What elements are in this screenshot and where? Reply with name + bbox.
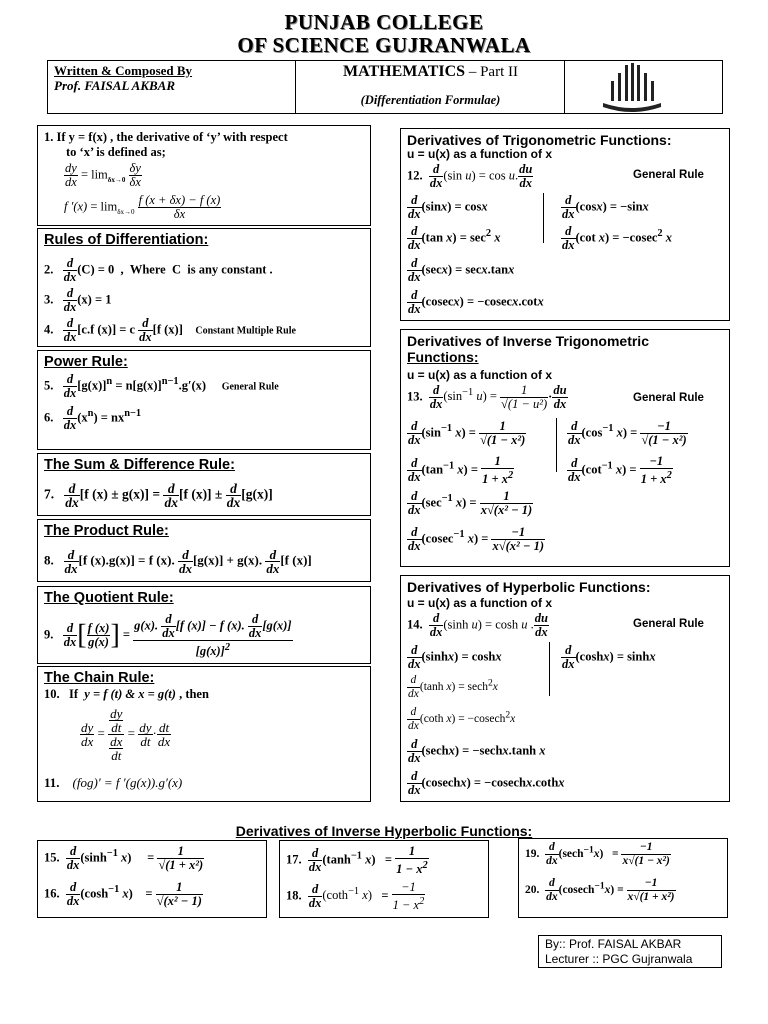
header-table <box>47 60 723 114</box>
trig-box <box>400 128 730 321</box>
rule-9: 9. $\frac{d}{dx}$ [ $\frac{f (x)}{g(x)}$ ] = g(x). $\frac{d}{dx}$ [f (x)] − f (x). $\frac{d}{dx}$ [g(x)] $[g(x)]^2$ <box>44 612 292 659</box>
power-box <box>37 350 371 450</box>
hyp-sub: u = u(x) as a function of x <box>407 596 553 610</box>
rule-12: 12. $\frac{d}{dx}$ (sin u) = cos u. $\frac{du}{dx}$ <box>407 162 533 190</box>
trig-sin: $\frac{d}{dx}$ (sinx) = cosx <box>408 193 488 221</box>
invtrig-box <box>400 329 730 567</box>
rule-6: 6. $\frac{d}{dx}$ $(x^n) = nx^{n-1}$ <box>44 404 142 432</box>
hyp-csch: $\frac{d}{dx}$ (cosechx) = −cosechx.cothx <box>408 769 565 797</box>
college-logo-icon <box>565 61 722 113</box>
author-cell <box>48 61 296 113</box>
hyp-sech: $\frac{d}{dx}$ (sechx) = −sechx.tanh x <box>408 737 546 765</box>
rule-4-note: Constant Multiple Rule <box>195 325 296 337</box>
product-title: The Product Rule: <box>44 523 169 539</box>
invtrig-asin: $\frac{d}{dx}$ ($\sin^{-1}$ x) = $\frac{1}{\text{√(1 − x²)}}$ <box>408 419 526 447</box>
invhyp-box-3 <box>518 838 728 918</box>
rule-11: 11. (fog)′ = f ′(g(x)).g′(x) <box>44 775 183 790</box>
author-label: Written & Composed By <box>54 63 193 78</box>
def-eq1: $\frac{dy}{dx}$ = $\lim_{\delta x\to 0}$ $\frac{\delta y}{\delta x}$ <box>65 161 141 189</box>
hyp-cosh: $\frac{d}{dx}$ (coshx) = sinhx <box>562 643 656 671</box>
rule-20: 20. $\frac{d}{dx}$ (cosech$^{-1}$x) = $\frac{-1}{\text{x√(1 + x²)}}$ <box>525 877 675 903</box>
rule-5-note: General Rule <box>221 381 279 393</box>
trig-cot: $\frac{d}{dx}$ (cot x) = −cosec$^2$ x <box>562 224 672 252</box>
trig-cos: $\frac{d}{dx}$ (cosx) = −sinx <box>562 193 649 221</box>
footer-by: By:: Prof. FAISAL AKBAR <box>545 937 682 951</box>
chain-box <box>37 666 371 802</box>
rule-18: 18. $\frac{d}{dx}$ (coth$^{-1}$ x) = $\frac{-1}{1 - x^2}$ <box>286 880 425 913</box>
invhyp-box-2 <box>279 840 489 918</box>
invtrig-asec: $\frac{d}{dx}$ ($\sec^{-1}$ x) = $\frac{1}{\text{x√(x² − 1)}}$ <box>408 489 533 517</box>
rule-19: 19. $\frac{d}{dx}$ (sech$^{-1}$x) = $\frac{-1}{\text{x√(1 − x²)}}$ <box>525 841 670 867</box>
invtrig-title-2: Functions: <box>407 349 479 365</box>
college-title-line2: OF SCIENCE GUJRANWALA <box>237 33 531 57</box>
rule-2: 2. $\frac{d}{dx}$ (C) = 0 , Where C is any constant . <box>44 256 273 284</box>
subject-cell <box>297 61 565 113</box>
invhyp-title: Derivatives of Inverse Hyperbolic Functions: <box>235 823 533 839</box>
topic-label: (Differentiation Formulae) <box>360 93 501 107</box>
hyp-coth: $\frac{d}{dx}$ (coth x) = −cosech$^2$x <box>408 706 516 732</box>
rule-16: 16. $\frac{d}{dx}$ ($\cosh^{-1}$ x) = $\frac{1}{\text{√(x² − 1)}}$ <box>44 880 202 908</box>
footer-lecturer: Lecturer :: PGC Gujranwala <box>545 952 693 966</box>
trig-title: Derivatives of Trigonometric Functions: <box>407 132 672 148</box>
quotient-title: The Quotient Rule: <box>44 590 174 606</box>
sumdiff-title: The Sum & Difference Rule: <box>44 457 235 473</box>
invtrig-acsc: $\frac{d}{dx}$ (cosec$^{-1}$ x) = $\frac{-1}{\text{x√(x² − 1)}}$ <box>408 525 544 553</box>
sumdiff-box <box>37 453 371 516</box>
def-eq2: f $'(x) = \lim_{\delta x\to 0}$ $\frac{f (x + \delta x) - f (x)}{\delta x}$ <box>64 193 221 221</box>
hyp-title: Derivatives of Hyperbolic Functions: <box>407 579 651 595</box>
rule-15: 15. $\frac{d}{dx}$ ($\sinh^{-1}$ x) = $\frac{1}{\text{√(1 + x²)}}$ <box>44 844 204 872</box>
hyp-tanh: $\frac{d}{dx}$ (tanh x) = sech$^2$x <box>408 674 498 700</box>
divider <box>543 193 544 243</box>
rule-7: 7. $\frac{d}{dx}$ [f (x) ± g(x)] = $\frac{d}{dx}$ [f (x)] ± $\frac{d}{dx}$ [g(x)] <box>44 481 273 510</box>
definition-box <box>37 125 371 226</box>
invtrig-atan: $\frac{d}{dx}$ ($\tan^{-1}$ x) = $\frac{1}{1 + x^2}$ <box>408 454 514 487</box>
divider <box>549 642 550 696</box>
rule-10: 10. If y = f (t) & x = g(t) , then <box>44 687 209 701</box>
chain-title: The Chain Rule: <box>44 670 155 686</box>
footer-box <box>538 935 722 968</box>
def-line2: to ‘x’ is defined as; <box>66 145 166 159</box>
hyp-box <box>400 575 730 802</box>
rule-14: 14. $\frac{d}{dx}$ (sinh u) = cosh u . $\frac{du}{dx}$ <box>407 611 548 639</box>
invtrig-acos: $\frac{d}{dx}$ ($\cos^{-1}$ x) = $\frac{-1}{\text{√(1 − x²)}}$ <box>568 419 687 447</box>
trig-sub: u = u(x) as a function of x <box>407 147 553 161</box>
product-box <box>37 519 371 582</box>
author-name: Prof. FAISAL AKBAR <box>54 78 176 93</box>
rule-10-eq: $\frac{dy}{dx}$ = $\frac{\frac{dy}{dt}}{\frac{dx}{dt}}$ = $\frac{dy}{dt}$ · $\frac{dt}{dx}$ <box>81 706 171 763</box>
trig-tan: $\frac{d}{dx}$ (tan $x) = \sec^2 x$ <box>408 224 501 252</box>
rule-13: 13. $\frac{d}{dx}$ ($\sin^{-1}$ u) = $\frac{1}{\text{√(1 − u²)}}$ · $\frac{du}{dx}$ <box>407 383 567 411</box>
rule-13-note: General Rule <box>633 392 704 404</box>
hyp-sinh: $\frac{d}{dx}$ (sinhx) = coshx <box>408 643 502 671</box>
quotient-box <box>37 586 371 664</box>
invtrig-sub: u = u(x) as a function of x <box>407 368 553 382</box>
rule-5: 5. $\frac{d}{dx}$ $[g(x)]^n = n[g(x)]^{n-1}.g'(x)$ General Rule <box>44 372 279 400</box>
invhyp-box-1 <box>37 840 267 918</box>
rule-3: 3. $\frac{d}{dx}$ (x) = 1 <box>44 286 112 314</box>
rule-17: 17. $\frac{d}{dx}$ ($\tanh^{-1}$ x) = $\frac{1}{1 - x^2}$ <box>286 844 428 877</box>
def-line1: 1. If y = f(x) , the derivative of ‘y’ with respect <box>44 130 288 144</box>
trig-cosec: $\frac{d}{dx}$ (cosecx) = −cosecx.cotx <box>408 288 544 316</box>
rule-14-note: General Rule <box>633 618 704 630</box>
rules-box <box>37 228 371 347</box>
divider <box>556 418 557 472</box>
rules-title: Rules of Differentiation: <box>44 232 209 248</box>
rule-4: 4. $\frac{d}{dx}$ [c.f (x)] = c $\frac{d}{dx}$ [f (x)] Constant Multiple Rule <box>44 316 296 344</box>
college-title-line1: PUNJAB COLLEGE <box>284 10 484 34</box>
part-label: – Part II <box>465 64 518 80</box>
invtrig-title-1: Derivatives of Inverse Trigonometric <box>407 333 649 349</box>
power-title: Power Rule: <box>44 354 128 370</box>
subject: MATHEMATICS <box>343 63 466 80</box>
logo-cell <box>565 61 722 113</box>
rule-8: 8. $\frac{d}{dx}$ [f (x).g(x)] = f (x). $\frac{d}{dx}$ [g(x)] + g(x). $\frac{d}{dx}$ [f (x)] <box>44 547 312 576</box>
invtrig-acot: $\frac{d}{dx}$ ($\cot^{-1}$ x) = $\frac{-1}{1 + x^2}$ <box>568 454 672 487</box>
trig-sec: $\frac{d}{dx}$ (secx) = secx.tanx <box>408 256 515 284</box>
rule-12-note: General Rule <box>633 169 704 181</box>
